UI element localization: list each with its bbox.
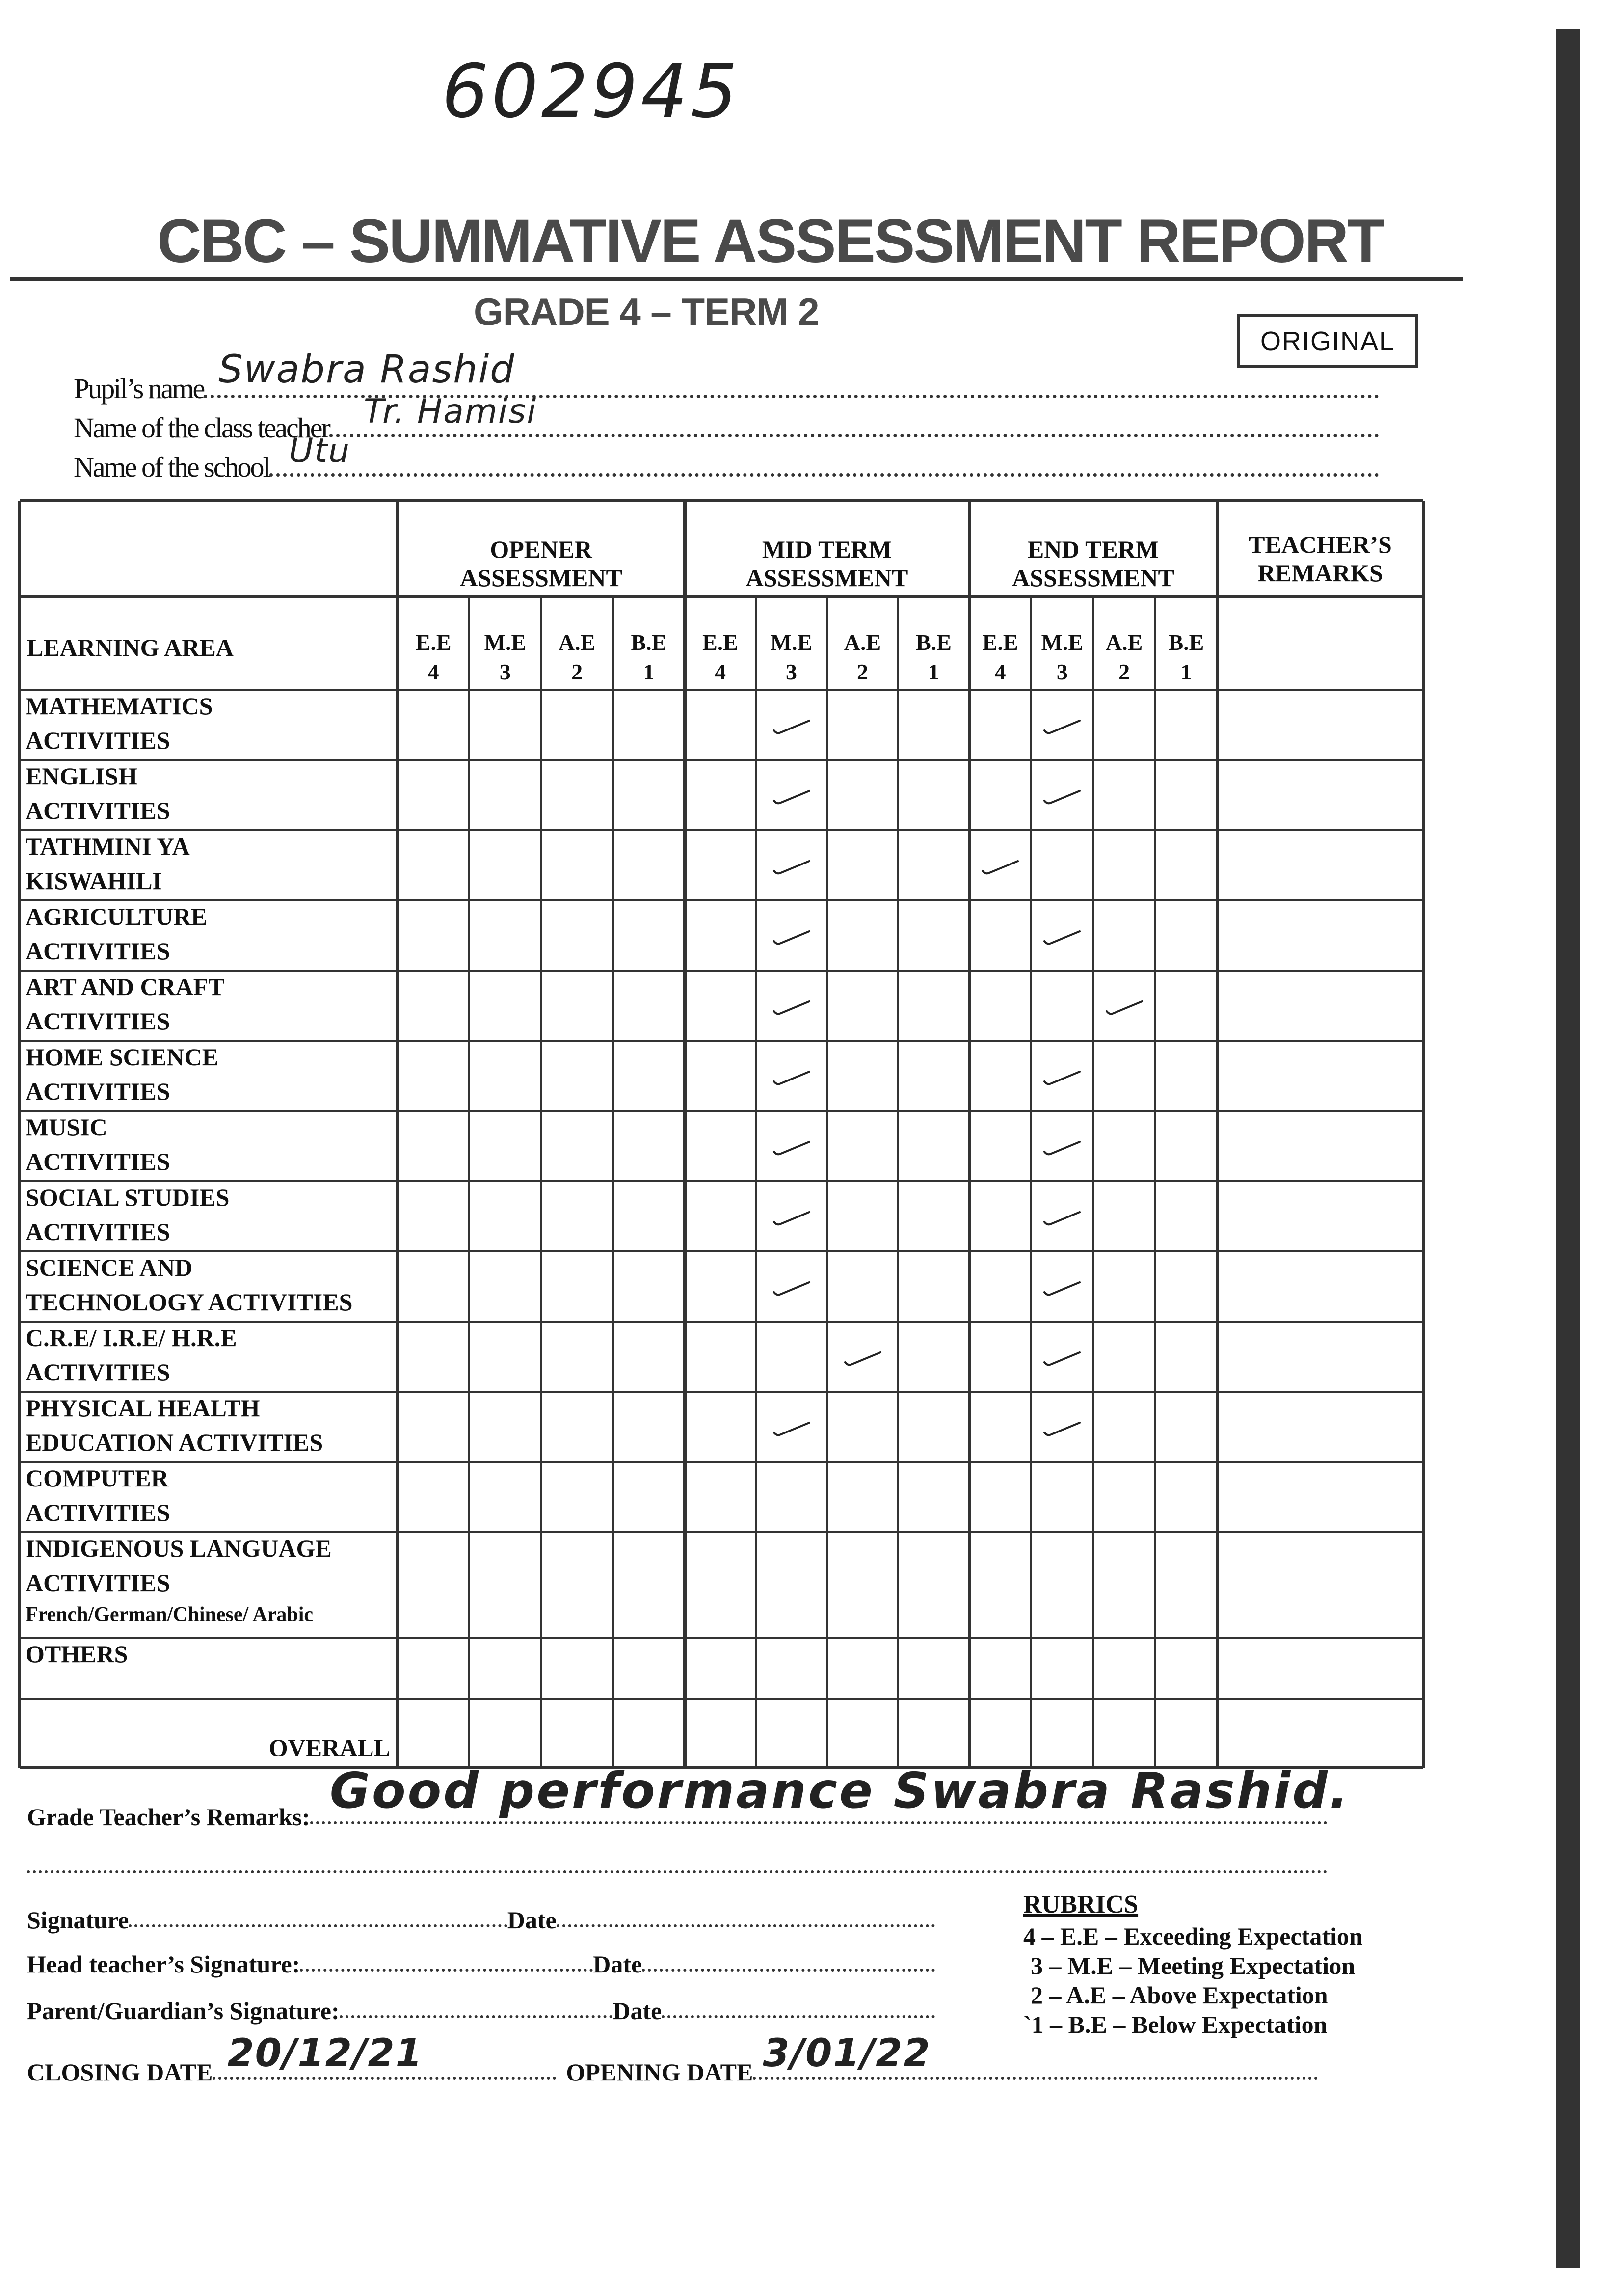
remarks-header: TEACHER’S — [1249, 531, 1392, 558]
sub-column-code: B.E — [916, 630, 952, 655]
sub-column-code: A.E — [844, 630, 881, 655]
table-rule — [20, 689, 1423, 691]
original-label: ORIGINAL — [1260, 326, 1395, 356]
closing-date-value: 20/12/21 — [227, 2031, 423, 2076]
learning-area-label: ACTIVITIES — [26, 1358, 170, 1386]
head-date-label: Date — [593, 1950, 642, 1978]
tick-mark — [1042, 1419, 1082, 1438]
opening-date-value: 3/01/22 — [763, 2031, 931, 2076]
grade-teacher-remarks-row — [27, 1762, 1350, 1831]
learning-area-label: ENGLISH — [26, 762, 137, 790]
table-rule — [1030, 596, 1032, 1768]
tick-mark — [772, 1208, 811, 1228]
table-rule — [20, 1698, 1423, 1700]
sub-column-number: 4 — [715, 659, 726, 684]
table-rule — [612, 596, 614, 1768]
sub-column-number: 3 — [786, 659, 797, 684]
tick-mark — [772, 717, 811, 736]
group-header: ASSESSMENT — [745, 564, 908, 592]
closing-date-label: CLOSING DATE — [27, 2058, 213, 2086]
sub-column-code: M.E — [770, 630, 813, 655]
tick-mark — [772, 1419, 811, 1438]
learning-area-label: KISWAHILI — [26, 867, 162, 894]
sub-column-code: A.E — [558, 630, 596, 655]
sub-column-code: B.E — [631, 630, 667, 655]
overall-label: OVERALL — [268, 1734, 390, 1761]
group-header: END TERM — [1027, 536, 1159, 563]
pupil-name-label: Pupil’s name — [74, 373, 204, 405]
tick-mark — [1042, 1068, 1082, 1087]
pupil-name-field — [74, 348, 1379, 405]
pupil-name-value: Swabra Rashid — [218, 348, 515, 392]
tick-mark — [772, 927, 811, 947]
learning-area-label: SOCIAL STUDIES — [26, 1184, 230, 1211]
learning-area-label: ACTIVITIES — [26, 1148, 170, 1175]
parent-signature-label: Parent/Guardian’s Signature: — [27, 1997, 340, 2025]
sub-column-number: 3 — [1056, 659, 1068, 684]
remarks-label: Grade Teacher’s Remarks: — [27, 1803, 310, 1831]
parent-date-label: Date — [612, 1997, 662, 2025]
learning-area-label: EDUCATION ACTIVITIES — [26, 1429, 323, 1456]
school-name-value: Utu — [289, 432, 351, 470]
sub-column-code: E.E — [702, 630, 738, 655]
table-rule — [1092, 596, 1094, 1768]
table-rule — [20, 1461, 1423, 1463]
opening-date-label: OPENING DATE — [566, 2058, 753, 2086]
group-header: OPENER — [490, 536, 592, 563]
tick-mark — [1042, 1208, 1082, 1228]
rubric-item: 2 – A.E – Above Expectation — [1031, 1981, 1328, 2009]
table-rule — [20, 1321, 1423, 1323]
table-rule — [20, 595, 1423, 598]
table-rule — [20, 759, 1423, 761]
head-signature-label: Head teacher’s Signature: — [27, 1950, 300, 1978]
group-header: ASSESSMENT — [1012, 564, 1174, 592]
rubrics-title: RUBRICS — [1023, 1891, 1139, 1918]
sub-column-number: 2 — [857, 659, 868, 684]
learning-area-header: LEARNING AREA — [27, 634, 234, 661]
signature-label: Signature — [27, 1906, 129, 1934]
school-name-field — [74, 432, 1379, 484]
tick-mark — [1042, 1278, 1082, 1298]
learning-area-label: ART AND CRAFT — [26, 973, 225, 1000]
sub-column-code: B.E — [1168, 630, 1204, 655]
table-rule — [20, 1391, 1423, 1393]
tick-mark — [772, 1138, 811, 1158]
report-subtitle: GRADE 4 – TERM 2 — [474, 290, 819, 333]
tick-mark — [843, 1349, 882, 1368]
group-header: MID TERM — [762, 536, 892, 563]
head-teacher-signature-row — [27, 1939, 935, 1978]
sub-column-number: 1 — [928, 659, 939, 684]
tick-mark — [1042, 927, 1082, 947]
table-rule — [20, 899, 1423, 901]
table-rule — [1154, 596, 1156, 1768]
remarks-value: Good performance Swabra Rashid. — [329, 1762, 1350, 1819]
table-rule — [755, 596, 757, 1768]
learning-area-label: ACTIVITIES — [26, 1569, 170, 1596]
learning-area-label: ACTIVITIES — [26, 1218, 170, 1245]
sub-column-code: E.E — [415, 630, 452, 655]
sub-column-code: A.E — [1105, 630, 1143, 655]
learning-area-label: ACTIVITIES — [26, 727, 170, 754]
signature-row — [27, 1895, 935, 1934]
table-rule — [826, 596, 828, 1768]
tick-mark — [1105, 998, 1144, 1017]
learning-area-label: OTHERS — [26, 1640, 128, 1668]
learning-area-label: ACTIVITIES — [26, 1499, 170, 1526]
learning-area-label: MATHEMATICS — [26, 692, 213, 720]
document-number: 602945 — [442, 49, 741, 135]
tick-mark — [772, 857, 811, 877]
learning-area-label: TECHNOLOGY ACTIVITIES — [26, 1288, 353, 1316]
tick-mark — [1042, 717, 1082, 736]
signature-date-label: Date — [507, 1906, 557, 1934]
tick-mark — [1042, 1349, 1082, 1368]
table-rule — [20, 499, 1423, 502]
learning-area-label: PHYSICAL HEALTH — [26, 1394, 260, 1422]
class-teacher-value: Tr. Hamisi — [363, 392, 537, 431]
tick-mark — [772, 1068, 811, 1087]
learning-area-label: HOME SCIENCE — [26, 1043, 219, 1071]
learning-area-label: TATHMINI YA — [26, 833, 190, 860]
dates-row — [27, 2031, 1318, 2086]
rubric-item: `1 – B.E – Below Expectation — [1023, 2011, 1328, 2038]
tick-mark — [772, 787, 811, 807]
learning-area-label: INDIGENOUS LANGUAGE — [26, 1535, 332, 1562]
rubric-item: 4 – E.E – Exceeding Expectation — [1023, 1922, 1363, 1950]
learning-area-label: SCIENCE AND — [26, 1254, 193, 1281]
remarks-second-line — [27, 1870, 1328, 1873]
learning-area-label: French/German/Chinese/ Arabic — [26, 1603, 314, 1626]
school-name-label: Name of the school — [74, 451, 269, 483]
sub-column-number: 1 — [1180, 659, 1192, 684]
table-rule — [20, 829, 1423, 831]
sub-column-code: M.E — [484, 630, 527, 655]
tick-mark — [772, 1278, 811, 1298]
table-rule — [20, 1110, 1423, 1112]
sub-column-number: 4 — [994, 659, 1006, 684]
sub-column-number: 2 — [1118, 659, 1130, 684]
scan-edge-bar — [1556, 29, 1580, 2268]
tick-mark — [1042, 787, 1082, 807]
group-header: ASSESSMENT — [460, 564, 622, 592]
table-rule — [20, 1250, 1423, 1252]
learning-area-label: MUSIC — [26, 1113, 107, 1141]
parent-signature-row — [27, 1986, 935, 2025]
sub-column-number: 3 — [499, 659, 511, 684]
table-rule — [20, 1040, 1423, 1042]
rubric-item: 3 – M.E – Meeting Expectation — [1031, 1952, 1356, 1979]
table-rule — [20, 1531, 1423, 1533]
learning-area-label: AGRICULTURE — [26, 903, 208, 930]
table-rule — [20, 1180, 1423, 1182]
assessment-table — [20, 501, 1423, 1777]
learning-area-label: C.R.E/ I.R.E/ H.R.E — [26, 1324, 237, 1351]
table-rule — [540, 596, 542, 1768]
sub-column-number: 4 — [427, 659, 439, 684]
tick-mark — [981, 857, 1020, 877]
title-divider — [10, 277, 1463, 281]
tick-mark — [772, 998, 811, 1017]
sub-column-code: M.E — [1041, 630, 1084, 655]
remarks-header: REMARKS — [1257, 559, 1383, 587]
sub-column-code: E.E — [982, 630, 1018, 655]
sub-column-number: 1 — [643, 659, 655, 684]
original-stamp — [1237, 314, 1418, 368]
class-teacher-field — [74, 392, 1379, 444]
table-rule — [20, 970, 1423, 972]
tick-mark — [1042, 1138, 1082, 1158]
learning-area-label: ACTIVITIES — [26, 1007, 170, 1035]
sub-column-number: 2 — [571, 659, 583, 684]
learning-area-label: COMPUTER — [26, 1464, 169, 1492]
learning-area-label: ACTIVITIES — [26, 1078, 170, 1105]
table-rule — [20, 1637, 1423, 1639]
class-teacher-label: Name of the class teacher — [74, 412, 329, 444]
learning-area-label: ACTIVITIES — [26, 797, 170, 824]
table-rule — [468, 596, 470, 1768]
table-rule — [897, 596, 899, 1768]
learning-area-label: ACTIVITIES — [26, 937, 170, 965]
report-title: CBC – SUMMATIVE ASSESSMENT REPORT — [157, 207, 1384, 275]
